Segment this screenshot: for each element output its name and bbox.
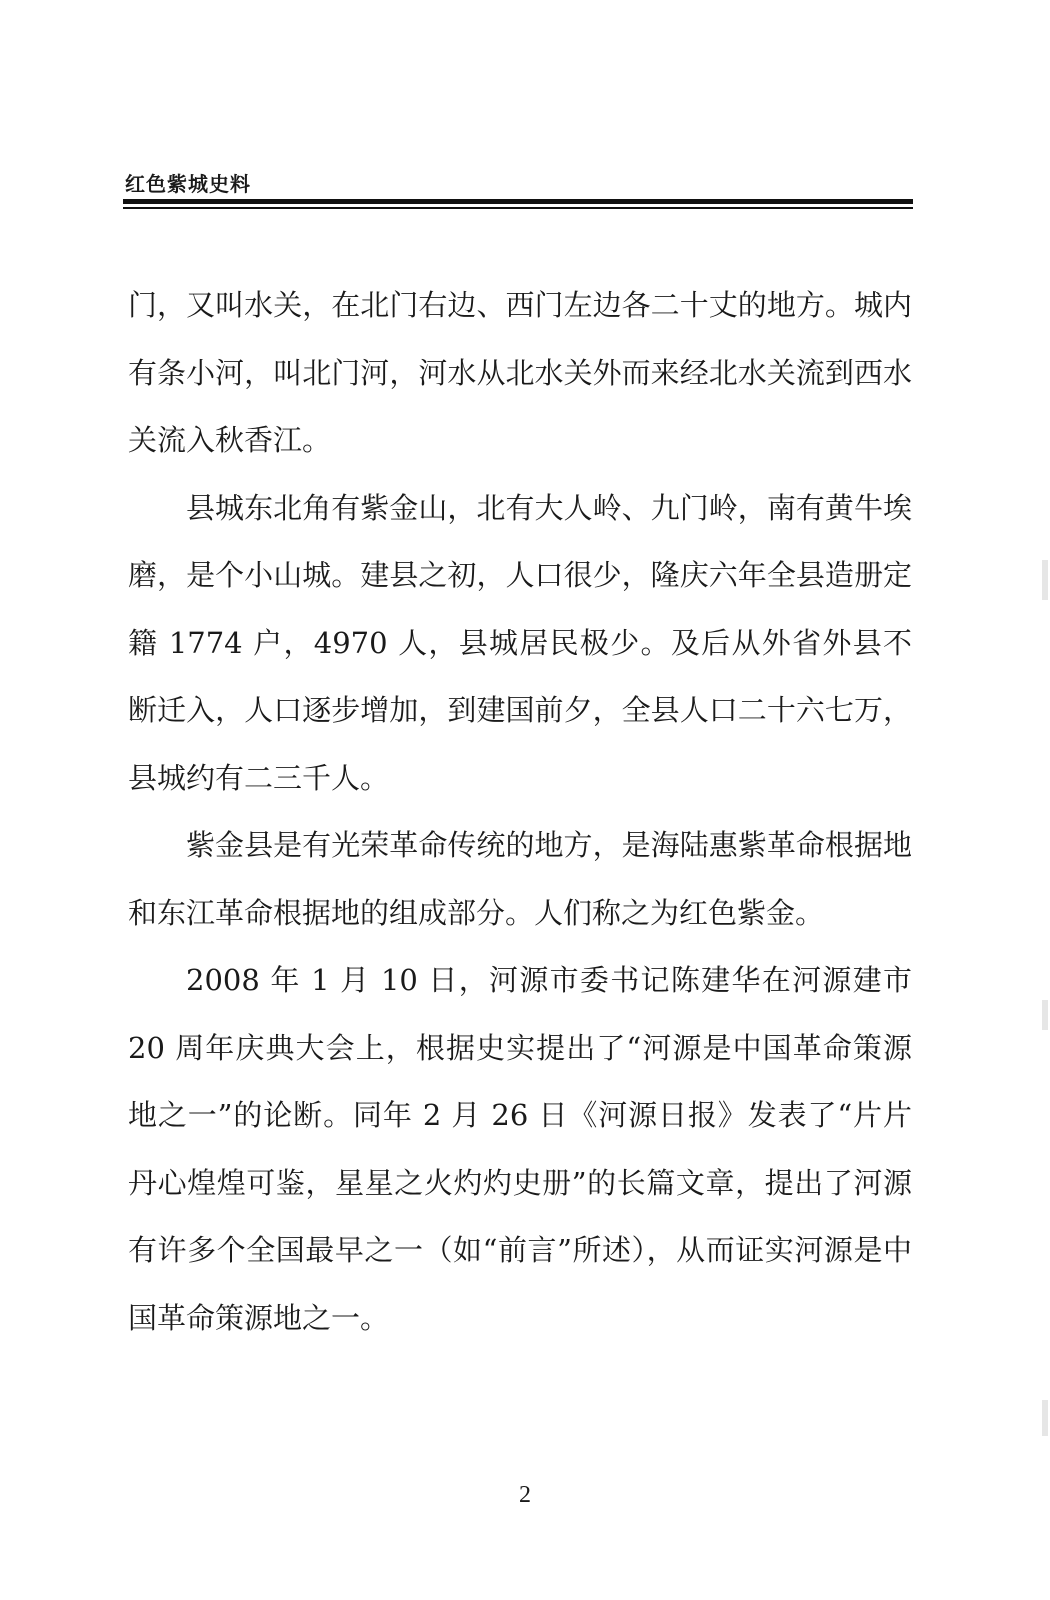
scan-edge-mark	[1042, 560, 1048, 600]
header-rule-thick	[123, 199, 913, 204]
body-text	[128, 272, 912, 1352]
scan-edge-mark	[1042, 1000, 1048, 1030]
page-number: 2	[519, 1482, 531, 1508]
paragraph-revolutionary-tradition: 紫金县是有光荣革命传统的地方，是海陆惠紫革命根据地和东江革命根据地的组成部分。人们称之为红色紫金。	[128, 828, 912, 930]
header-rule-thin	[123, 207, 913, 209]
paragraph-heyuan-origin: 2008 年 1 月 10 日，河源市委书记陈建华在河源建市 20 周年庆典大会上，根据史实提出了“河源是中国革命策源地之一”的论断。同年 2 月 26 日《河源日报》发表了“片片丹心煌煌可鉴，星星之火灼灼史册”的长篇文章，提出了河源有许多个全国最早之一（如“前言”所述），从而证实河源是中国革命策源地之一。	[128, 963, 912, 1335]
running-header-title: 红色紫城史料	[125, 172, 251, 196]
scan-edge-mark	[1042, 1400, 1048, 1436]
paragraph-continued: 门，又叫水关，在北门右边、西门左边各二十丈的地方。城内有条小河，叫北门河，河水从北水关外而来经北水关流到西水关流入秋香江。	[128, 288, 912, 457]
paragraph-county-geography: 县城东北角有紫金山，北有大人岭、九门岭，南有黄牛埃磨，是个小山城。建县之初，人口很少，隆庆六年全县造册定籍 1774 户，4970 人，县城居民极少。及后从外省外县不断迁入，人口逐步增加，到建国前夕，全县人口二十六七万，县城约有二三千人。	[128, 490, 912, 795]
